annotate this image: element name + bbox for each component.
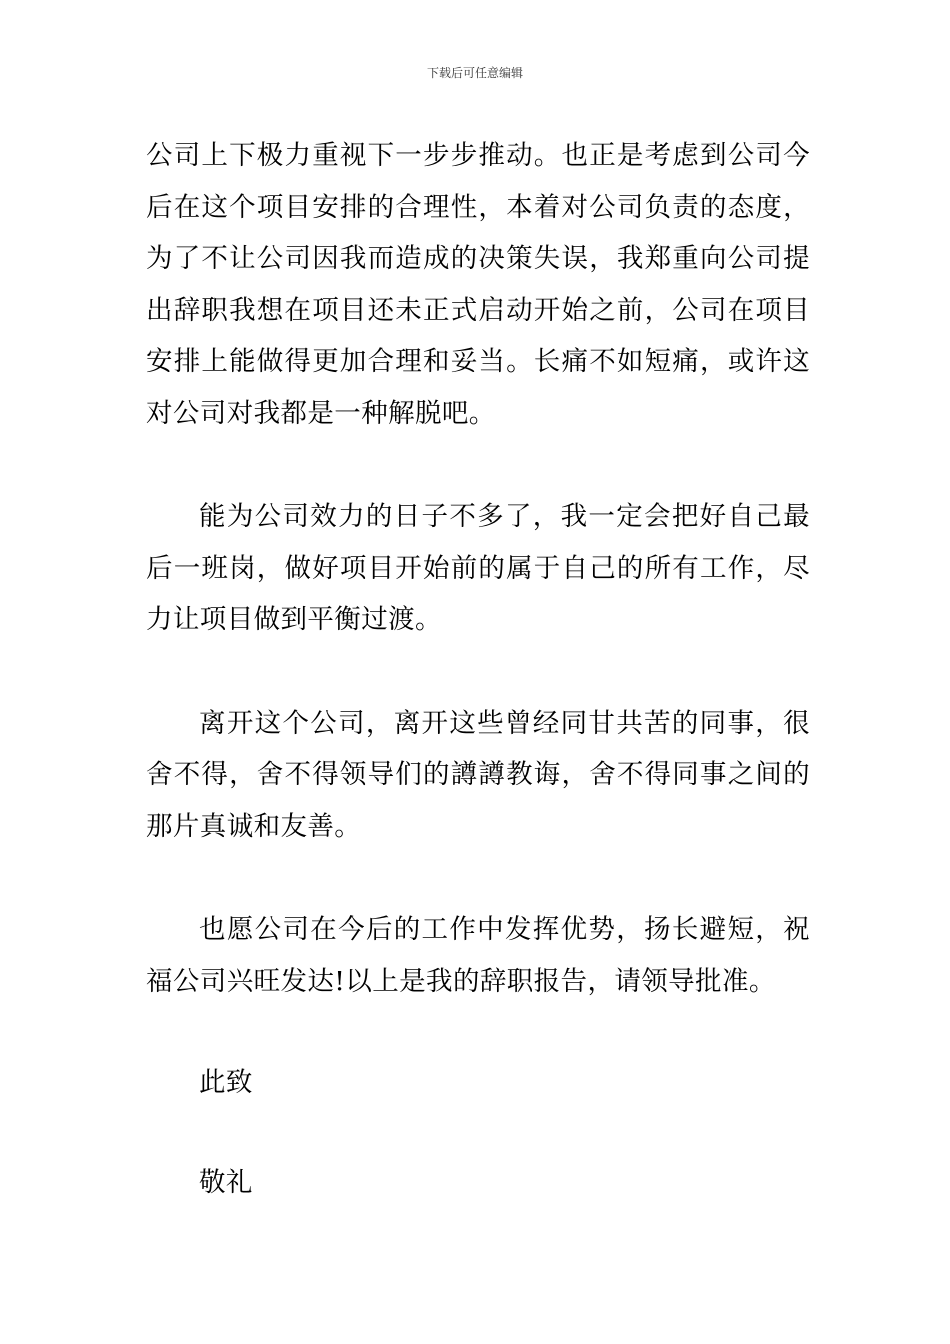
- paragraph-3: 离开这个公司，离开这些曾经同甘共苦的同事，很舍不得，舍不得领导们的譐譐教诲，舍不得同事之间的那片真诚和友善。: [146, 707, 810, 842]
- letter-body: [146, 130, 810, 1208]
- page-header: 下载后可任意编辑: [426, 66, 523, 80]
- closing-salutation: 此致: [199, 1067, 253, 1098]
- closing-regards: 敬礼: [199, 1166, 253, 1198]
- paragraph-2: 能为公司效力的日子不多了，我一定会把好自己最后一班岗，做好项目开始前的属于自己的所有工作，尽力让项目做到平衡过渡。: [146, 501, 810, 635]
- paragraph-1: 公司上下极力重视下一步步推动。也正是考虑到公司今后在这个项目安排的合理性，本着对公司负责的态度，为了不让公司因我而造成的决策失误，我郑重向公司提出辞职我想在项目还未正式启动开始之前，公司在项目安排上能做得更加合理和妥当。长痛不如短痛，或许这对公司对我都是一种解脱吧。: [146, 140, 810, 429]
- paragraph-4: 也愿公司在今后的工作中发挥优势，扬长避短，祝福公司兴旺发达!以上是我的辞职报告，请领导批准。: [146, 914, 810, 997]
